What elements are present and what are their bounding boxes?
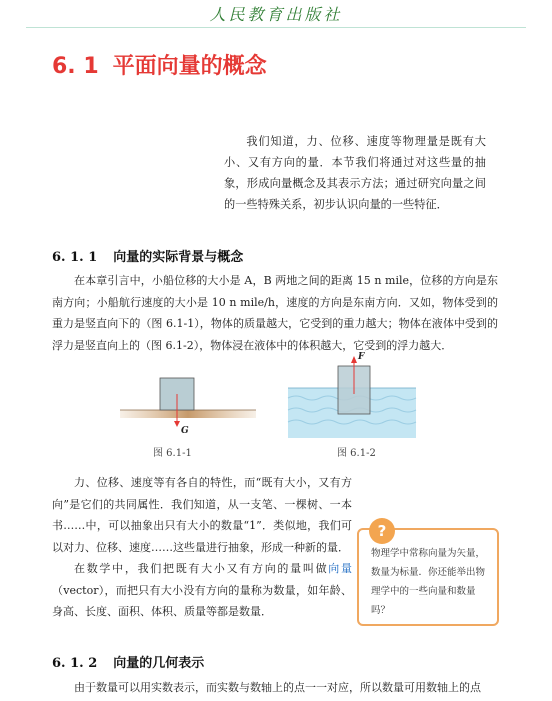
margin-note-text: 物理学中常称向量为矢量，数量为标量．你还能举出物理学中的一些向量和数量吗？ bbox=[371, 548, 486, 616]
subsection-title: 向量的实际背景与概念 bbox=[113, 250, 244, 265]
text-run: 在数学中，我们把既有大小又有方向的量叫做 bbox=[74, 562, 329, 575]
buoyancy-arrowhead bbox=[351, 356, 357, 363]
paragraph-text bbox=[52, 558, 352, 623]
figure-caption-1: 图 6.1-1 bbox=[153, 448, 192, 459]
gravity-label: G bbox=[181, 426, 189, 436]
subsection-heading-1 bbox=[52, 246, 243, 265]
header-divider bbox=[26, 27, 526, 28]
question-icon: ? bbox=[369, 518, 395, 544]
figure-caption-2: 图 6.1-2 bbox=[337, 448, 376, 459]
paragraph-text: 在本章引言中，小船位移的大小是 A，B 两地之间的距离 15 n mile，位移的方向是东南方向；小船航行速度的大小是 10 n mile/h，速度的方向是东南方向．又如，物体受到的重力是竖直向下的（图 6.1-1），物体的质量越大，它受到的重力越大；物体在液体中受到的浮力是竖直向上的（图 6.1-2），物体浸在液体中的体积越大，它受到的浮力越大． bbox=[52, 274, 498, 352]
chapter-title-text: 平面向量的概念 bbox=[112, 54, 267, 79]
subsection-title: 向量的几何表示 bbox=[113, 656, 205, 671]
keyword-vector: 向量 bbox=[328, 562, 353, 575]
subsection-number: 6. 1. 1 bbox=[52, 250, 98, 265]
ground-surface bbox=[120, 410, 256, 418]
chapter-title bbox=[52, 49, 267, 80]
figure-gravity bbox=[118, 360, 258, 440]
figure-buoyancy bbox=[286, 350, 418, 440]
buoyancy-label: F bbox=[358, 352, 365, 362]
subsection-number: 6. 1. 2 bbox=[52, 656, 98, 671]
gravity-arrowhead bbox=[174, 421, 180, 427]
body-paragraph-1 bbox=[52, 270, 498, 356]
paragraph-text: 由于数量可以用实数表示，而实数与数轴上的点一一对应，所以数量可用数轴上的点 bbox=[74, 681, 481, 694]
body-paragraph-2 bbox=[52, 677, 498, 699]
intro-text: 我们知道，力、位移、速度等物理量是既有大小、又有方向的量．本节我们将通过对这些量的抽象，形成向量概念及其表示方法；通过研究向量之间的一些特殊关系，初步认识向量的一些特征． bbox=[224, 135, 486, 211]
body-column bbox=[52, 472, 352, 623]
subsection-heading-2 bbox=[52, 652, 204, 671]
paragraph-text: 力、位移、速度等有各自的特性，而“既有大小，又有方向”是它们的共同属性．我们知道，从一支笔、一棵树、一本书……中，可以抽象出只有大小的数量“1”．类似地，我们可以对力、位移、速度……这些量进行抽象，形成一种新的量． bbox=[52, 476, 352, 554]
margin-note bbox=[357, 522, 499, 626]
publisher-logo: 人民教育出版社 bbox=[209, 5, 343, 24]
chapter-number: 6. 1 bbox=[52, 54, 99, 79]
section-intro bbox=[224, 131, 486, 215]
text-run: （vector），而把只有大小没有方向的量称为数量，如年龄、身高、长度、面积、体积、质量等都是数量． bbox=[52, 583, 352, 618]
